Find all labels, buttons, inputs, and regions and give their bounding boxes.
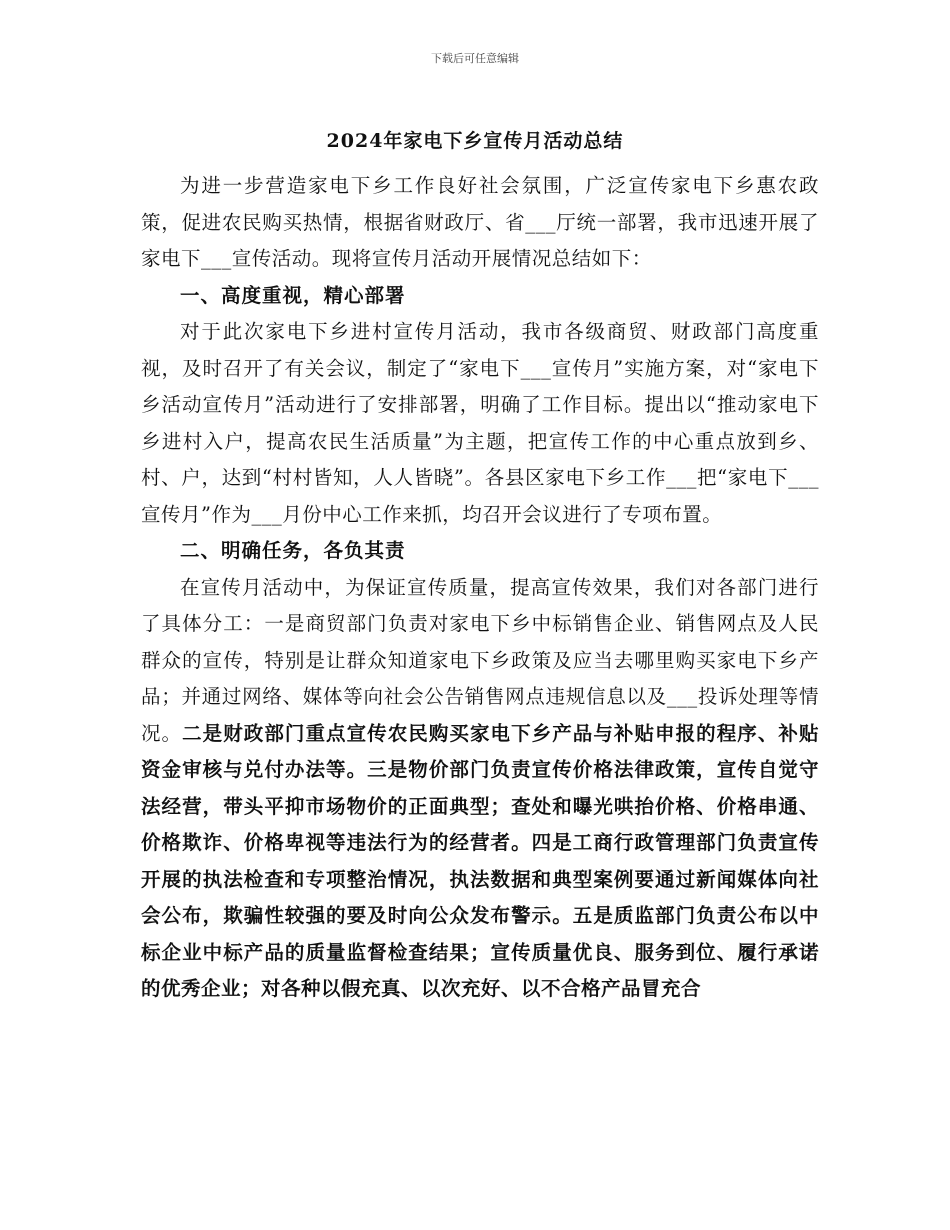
section-2-normal-text: 在宣传月活动中，为保证宣传质量，提高宣传效果，我们对各部门进行了具体分工：一是商贸部门负责对家电下乡中标销售企业、销售网点及人民群众的宣传，特别是让群众知道家电下乡政策及应当去哪里购买家电下乡产品；并通过网络、媒体等向社会公告销售网点违规信息以及___投诉处理等情况。 — [141, 575, 819, 745]
section-heading-1: 一、高度重视，精心部署 — [180, 283, 406, 307]
intro-paragraph: 为进一步营造家电下乡工作良好社会氛围，广泛宣传家电下乡惠农政策，促进农民购买热情，根据省财政厅、省___厅统一部署，我市迅速开展了家电下___宣传活动。现将宣传月活动开展情况总结如下： — [141, 174, 819, 270]
section-1-paragraph: 对于此次家电下乡进村宣传月活动，我市各级商贸、财政部门高度重视，及时召开了有关会议，制定了“家电下___宣传月”实施方案，对“家电下乡活动宣传月”活动进行了安排部署，明确了工作目标。提出以“推动家电下乡进村入户，提高农民生活质量”为主题，把宣传工作的中心重点放到乡、村、户，达到“村村皆知，人人皆晓”。各县区家电下乡工作___把“家电下___宣传月”作为___月份中心工作来抓，均召开会议进行了专项布置。 — [141, 320, 819, 526]
section-heading-2: 二、明确任务，各负其责 — [180, 539, 406, 562]
section-2-bold-text: 二是财政部门重点宣传农民购买家电下乡产品与补贴申报的程序、补贴资金审核与兑付办法等。三是物价部门负责宣传价格法律政策，宣传自觉守法经营，带头平抑市场物价的正面典型；查处和曝光哄抬价格、价格串通、价格欺诈、价格卑视等违法行为的经营者。四是工商行政管理部门负责宣传开展的执法检查和专项整治情况，执法数据和典型案例要通过新闻媒体向社会公布，欺骗性较强的要及时向公众发布警示。五是质监部门负责公布以中标企业中标产品的质量监督检查结果；宣传质量优良、服务到位、履行承诺的优秀企业；对各种以假充真、以次充好、以不合格产品冒充合 — [141, 721, 819, 1000]
document-title: 2024年家电下乡宣传月活动总结 — [326, 130, 624, 152]
document-body — [141, 168, 819, 1008]
page-header: 下载后可任意编辑 — [431, 52, 519, 65]
section-2-paragraph — [141, 570, 819, 1008]
